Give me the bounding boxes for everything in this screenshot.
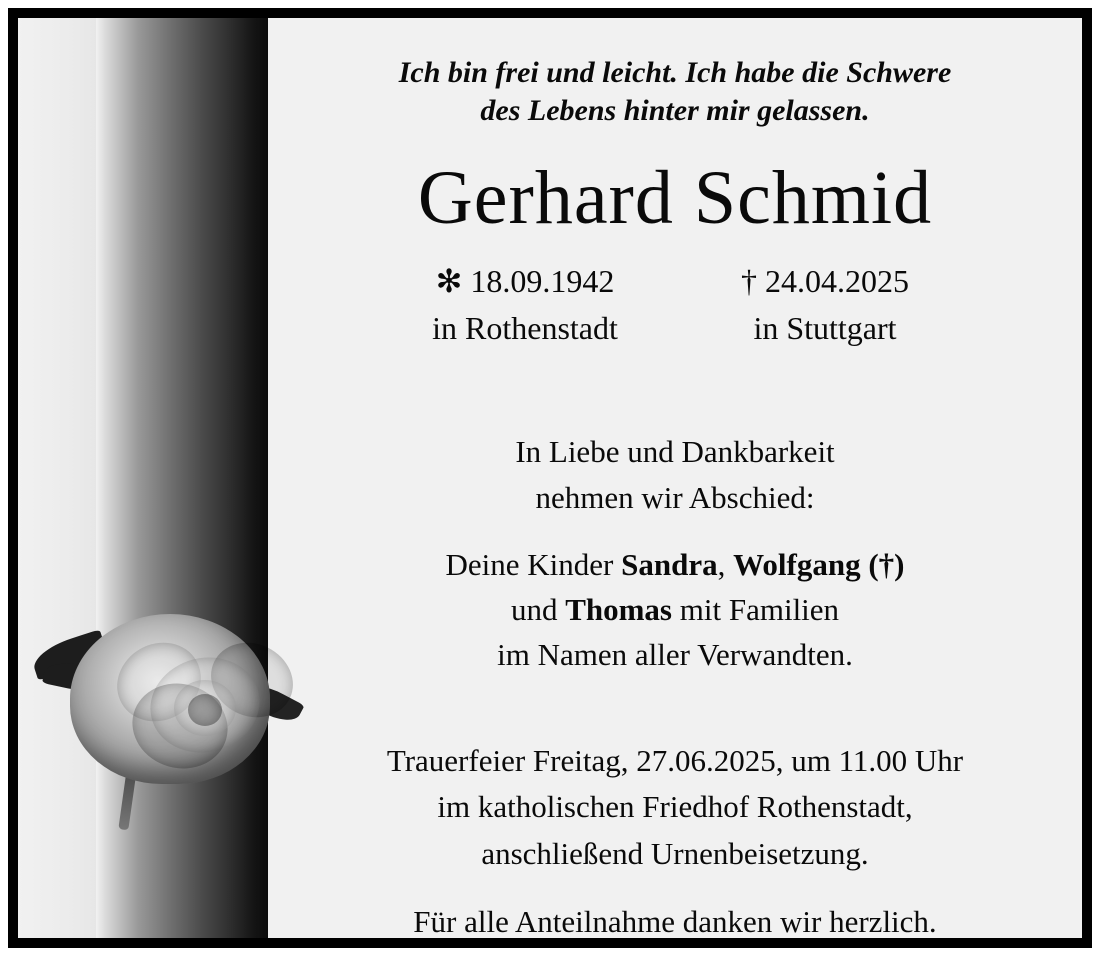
death-place: in Stuttgart (753, 310, 897, 347)
rose-petal-icon (188, 694, 222, 726)
service-block (268, 738, 1082, 938)
family-name-wolfgang: Wolfgang (†) (733, 546, 905, 582)
family-line-1 (268, 542, 1082, 587)
birth-star-icon: ✻ (435, 262, 463, 299)
birth-date-line (410, 259, 640, 304)
rose-bloom-icon (70, 614, 270, 784)
life-dates (268, 259, 1082, 352)
motto (308, 54, 1042, 131)
farewell-block (268, 429, 1082, 677)
family-prefix: Deine Kinder (445, 546, 622, 582)
family-name-thomas: Thomas (565, 592, 672, 628)
obituary-frame (8, 8, 1092, 948)
family-separator: , (717, 546, 734, 582)
deceased-name: Gerhard Schmid (417, 155, 933, 240)
family-line2-suffix: mit Familien (672, 592, 840, 628)
death-date-line (710, 259, 940, 304)
birth-place: in Rothenstadt (432, 310, 618, 347)
motto-line-2: des Lebens hinter mir gelassen. (480, 94, 870, 128)
farewell-line-2: nehmen wir Abschied: (535, 479, 815, 515)
obituary-content (268, 18, 1082, 938)
life-dates-row (268, 259, 1082, 352)
family-line2-prefix: und (510, 592, 566, 628)
obituary-inner (18, 18, 1082, 938)
family-name-sandra: Sandra (621, 546, 718, 582)
farewell-line-1: In Liebe und Dankbarkeit (515, 434, 835, 470)
service-line-1: Trauerfeier Freitag, 27.06.2025, um 11.00 Uhr (386, 742, 964, 778)
death-info (710, 259, 940, 352)
rose-icon (28, 598, 308, 828)
birth-info (410, 259, 640, 352)
family-line-2 (268, 587, 1082, 632)
family-line-3: im Namen aller Verwandten. (497, 637, 853, 673)
birth-date: 18.09.1942 (470, 262, 615, 299)
cross-icon: † (741, 262, 757, 299)
service-line-3: anschließend Urnenbeisetzung. (481, 835, 869, 871)
death-date: 24.04.2025 (765, 262, 909, 299)
service-line-4: Für alle Anteilnahme danken wir herzlich. (413, 904, 937, 938)
motto-line-1: Ich bin frei und leicht. Ich habe die Schwere (398, 56, 952, 89)
service-line-2: im katholischen Friedhof Rothenstadt, (437, 789, 913, 825)
